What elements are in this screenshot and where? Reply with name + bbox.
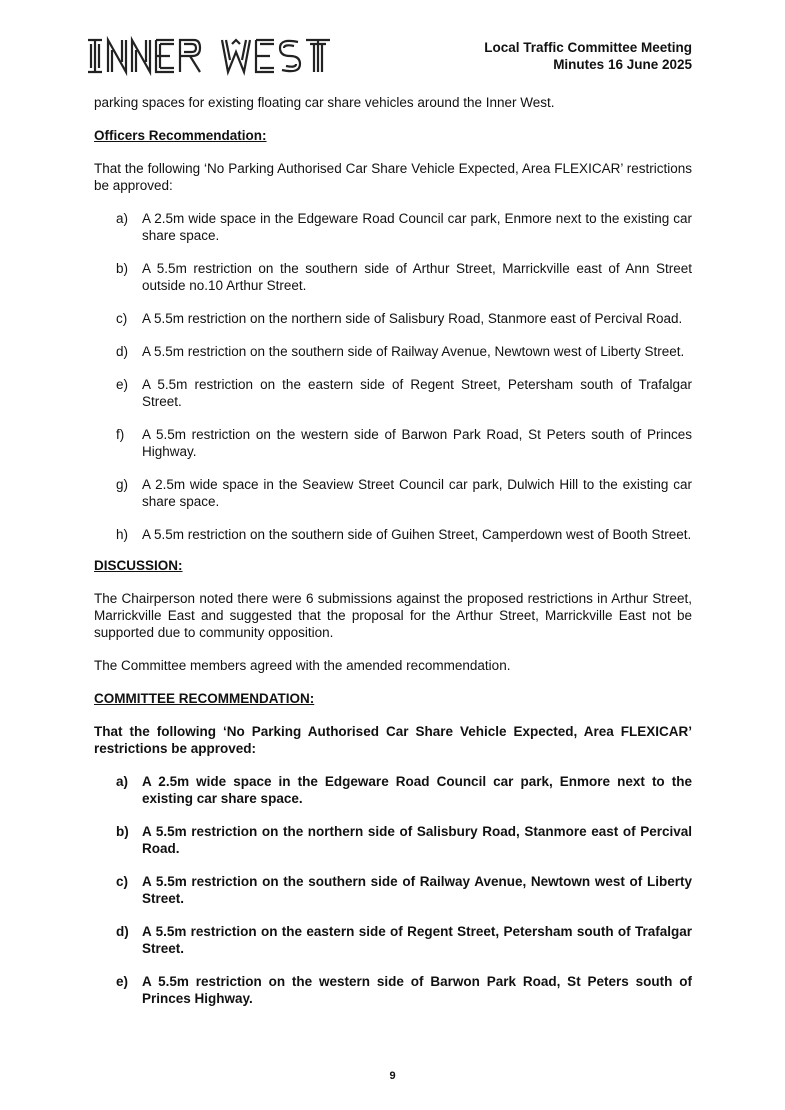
list-item [94, 210, 692, 244]
item-label: d) [116, 344, 129, 359]
list-item [94, 873, 692, 907]
item-text: A 5.5m restriction on the southern side of Arthur Street, Marrickville east of Ann Street outside no.10 Arthur Street. [142, 261, 692, 293]
item-label: c) [116, 874, 129, 889]
item-text: A 5.5m restriction on the southern side of Railway Avenue, Newtown west of Liberty Street. [142, 874, 692, 906]
item-label: g) [116, 477, 129, 492]
item-label: d) [116, 924, 129, 939]
item-text: A 5.5m restriction on the southern side of Guihen Street, Camperdown west of Booth Street. [142, 527, 692, 542]
list-item [94, 923, 692, 957]
item-label: a) [116, 774, 129, 789]
discussion-paragraph: The Chairperson noted there were 6 submissions against the proposed restrictions in Arthur Street, Marrickville East and suggested that the proposal for the Arthur Street, Marrickville East not be supported due to community opposition. [94, 591, 692, 640]
item-text: A 5.5m restriction on the eastern side of Regent Street, Petersham south of Trafalgar Street. [142, 924, 692, 956]
officers-lead: That the following ‘No Parking Authorised Car Share Vehicle Expected, Area FLEXICAR’ restrictions be approved: [94, 161, 692, 193]
list-item [94, 476, 692, 510]
page-header [0, 0, 785, 80]
page-body [94, 94, 692, 1007]
item-text: A 2.5m wide space in the Edgeware Road Council car park, Enmore next to the existing car share space. [142, 211, 692, 243]
item-label: a) [116, 211, 129, 226]
intro-text: parking spaces for existing floating car share vehicles around the Inner West. [94, 95, 555, 110]
item-label: f) [116, 427, 125, 442]
item-label: e) [116, 377, 129, 392]
item-text: A 5.5m restriction on the western side of Barwon Park Road, St Peters south of Princes Highway. [142, 974, 692, 1006]
item-text: A 5.5m restriction on the southern side of Railway Avenue, Newtown west of Liberty Street. [142, 344, 685, 359]
list-item [94, 526, 692, 543]
committee-heading: COMMITTEE RECOMMENDATION: [94, 691, 315, 706]
meeting-date: Minutes 16 June 2025 [553, 57, 692, 72]
item-text: A 2.5m wide space in the Seaview Street Council car park, Dulwich Hill to the existing car share space. [142, 477, 692, 509]
item-text: A 5.5m restriction on the northern side of Salisbury Road, Stanmore east of Percival Road. [142, 824, 692, 856]
list-item [94, 260, 692, 294]
list-item [94, 773, 692, 807]
item-label: b) [116, 824, 129, 839]
item-label: c) [116, 311, 128, 326]
meeting-meta [484, 39, 692, 73]
discussion-heading: DISCUSSION: [94, 558, 183, 573]
officers-list [94, 210, 692, 543]
item-label: e) [116, 974, 129, 989]
list-item [94, 376, 692, 410]
item-text: A 5.5m restriction on the eastern side of Regent Street, Petersham south of Trafalgar Street. [142, 377, 692, 409]
list-item [94, 426, 692, 460]
item-text: A 5.5m restriction on the western side of Barwon Park Road, St Peters south of Princes Highway. [142, 427, 692, 459]
committee-lead: That the following ‘No Parking Authorised Car Share Vehicle Expected, Area FLEXICAR’ restrictions be approved: [94, 724, 692, 756]
inner-west-logo [86, 36, 338, 76]
committee-list [94, 773, 692, 1007]
item-text: A 5.5m restriction on the northern side of Salisbury Road, Stanmore east of Percival Road. [142, 311, 683, 326]
item-label: b) [116, 261, 129, 276]
list-item [94, 823, 692, 857]
list-item [94, 343, 692, 360]
officers-heading: Officers Recommendation: [94, 128, 267, 143]
item-text: A 2.5m wide space in the Edgeware Road Council car park, Enmore next to the existing car share space. [142, 774, 692, 806]
list-item [94, 310, 692, 327]
item-label: h) [116, 527, 129, 542]
list-item [94, 973, 692, 1007]
page-number: 9 [389, 1070, 396, 1082]
meeting-title: Local Traffic Committee Meeting [484, 40, 692, 55]
discussion-paragraph: The Committee members agreed with the amended recommendation. [94, 658, 511, 673]
